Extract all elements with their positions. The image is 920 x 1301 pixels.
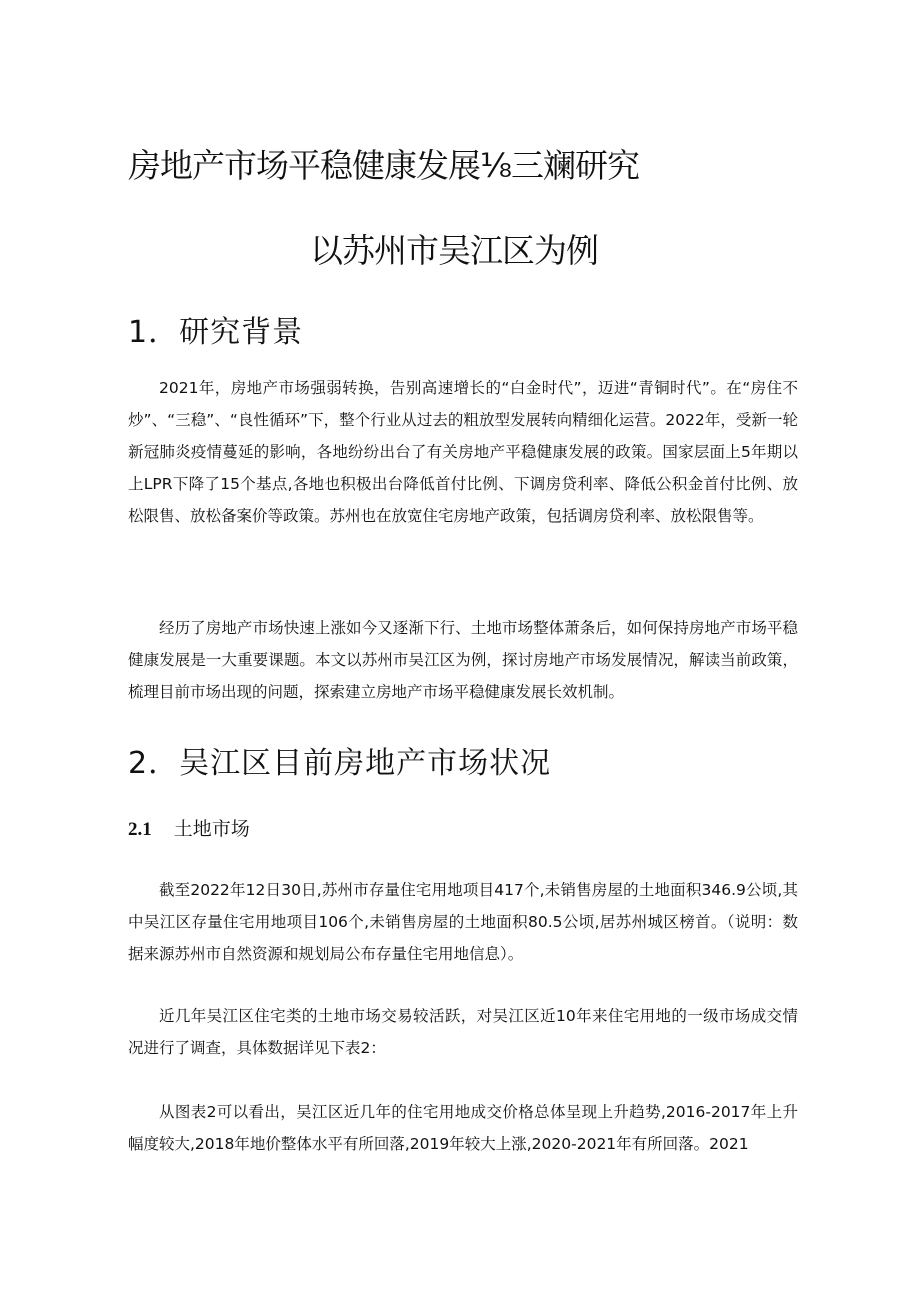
document-subtitle: 以苏州市吴江区为例 [310,231,598,270]
document-title: 房地产市场平稳健康发展⅛三斓研究 [128,146,639,185]
section-2-paragraph-3: 从图表2可以看出，吴江区近几年的住宅用地成交价格总体呈现上升趋势,2016-2017年上升幅度较大,2018年地价整体水平有所回落,2019年较大上涨,2020-2021年有所回落。2021 [128,1103,798,1153]
section-1-heading: 1．研究背景 [128,315,304,350]
section-1-paragraph-2: 经历了房地产市场快速上涨如今又逐渐下行、土地市场整体萧条后，如何保持房地产市场平稳健康发展是一大重要课题。本文以苏州市吴江区为例，探讨房地产市场发展情况，解读当前政策，梳理目前市场出现的问题，探索建立房地产市场平稳健康发展长效机制。 [128,619,798,701]
section-1-paragraph-1: 2021年，房地产市场强弱转换，告别高速增长的“白金时代”，迈进“青铜时代”。在“房住不炒”、“三稳”、“良性循环”下，整个行业从过去的粗放型发展转向精细化运营。2022年，受新一轮新冠肺炎疫情蔓延的影响，各地纷纷出台了有关房地产平稳健康发展的政策。国家层面上5年期以上LPR下降了15个基点,各地也积极出台降低首付比例、下调房贷利率、降低公积金首付比例、放松限售、放松备案价等政策。苏州也在放宽住宅房地产政策，包括调房贷利率、放松限售等。 [128,379,798,525]
subsection-title: 土地市场 [173,818,250,840]
section-2-heading: 2．吴江区目前房地产市场状况 [128,746,552,781]
section-2-paragraph-1: 截至2022年12日30日,苏州市存量住宅用地项目417个,未销售房屋的土地面积346.9公顷,其中吴江区存量住宅用地项目106个,未销售房屋的土地面积80.5公顷,居苏州城区榜首。（说明：数据来源苏州市自然资源和规划局公布存量住宅用地信息）。 [128,881,798,963]
subsection-2-1-heading [128,814,250,841]
subsection-number: 2.1 [128,819,152,840]
section-2-paragraph-2: 近几年吴江区住宅类的土地市场交易较活跃，对吴江区近10年来住宅用地的一级市场成交情况进行了调查，具体数据详见下表2： [128,1007,798,1057]
